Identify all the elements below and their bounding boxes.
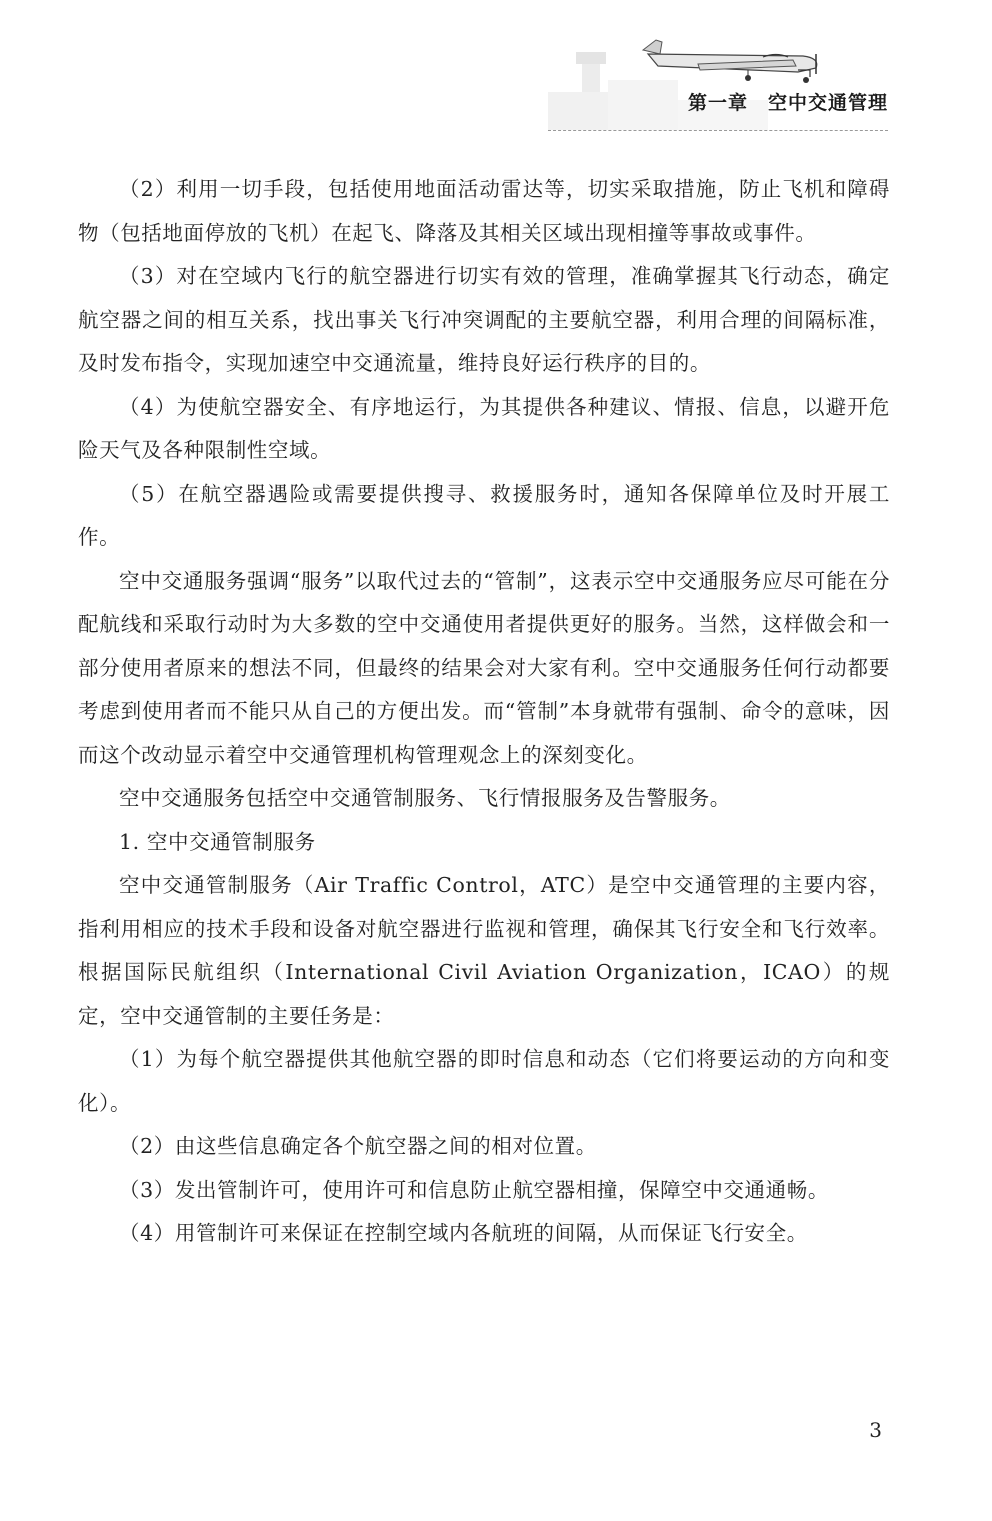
paragraph: （5）在航空器遇险或需要提供搜寻、救援服务时，通知各保障单位及时开展工作。 [78,481,890,549]
paragraph: （2）利用一切手段，包括使用地面活动雷达等，切实采取措施，防止飞机和障碍物（包括地面停放的飞机）在起飞、降落及其相关区域出现相撞等事故或事件。 [78,177,890,245]
page-header [0,0,992,140]
airplane-icon [643,40,817,83]
paragraph: 空中交通服务强调“服务”以取代过去的“管制”，这表示空中交通服务应尽可能在分配航线和采取行动时为大多数的空中交通使用者提供更好的服务。当然，这样做会和一部分使用者原来的想法不同，但最终的结果会对大家有利。空中交通服务任何行动都要考虑到使用者而不能只从自己的方便出发。而“管制”本身就带有强制、命令的意味，因而这个改动显示着空中交通管理机构管理观念上的深刻变化。 [78,568,890,767]
paragraph: （3）发出管制许可，使用许可和信息防止航空器相撞，保障空中交通通畅。 [119,1177,829,1202]
paragraph: （4）用管制许可来保证在控制空域内各航班的间隔，从而保证飞行安全。 [119,1221,808,1245]
page-body [78,168,890,1256]
paragraph: （1）为每个航空器提供其他航空器的即时信息和动态（它们将要运动的方向和变化）。 [78,1047,890,1115]
airplane-header-illustration [548,30,888,130]
paragraph: （3）对在空域内飞行的航空器进行切实有效的管理，准确掌握其飞行动态，确定航空器之间的相互关系，找出事关飞行冲突调配的主要航空器，利用合理的间隔标准，及时发布指令，实现加速空中交通流量，维持良好运行秩序的目的。 [78,264,890,375]
chapter-title: 第一章 空中交通管理 [687,92,888,114]
paragraph: （4）为使航空器安全、有序地运行，为其提供各种建议、情报、信息，以避开危险天气及各种限制性空域。 [78,394,890,462]
header-divider [548,130,888,131]
section-heading: 1. 空中交通管制服务 [119,829,316,854]
paragraph: （2）由这些信息确定各个航空器之间的相对位置。 [119,1134,597,1158]
page-number: 3 [869,1418,882,1442]
paragraph: 空中交通服务包括空中交通管制服务、飞行情报服务及告警服务。 [119,786,731,810]
paragraph: 空中交通管制服务（Air Traffic Control，ATC）是空中交通管理的主要内容，指利用相应的技术手段和设备对航空器进行监视和管理，确保其飞行安全和飞行效率。根据国际民航组织（International Civil Aviation Organization，ICAO）的规定，空中交通管制的主要任务是： [78,873,890,1028]
